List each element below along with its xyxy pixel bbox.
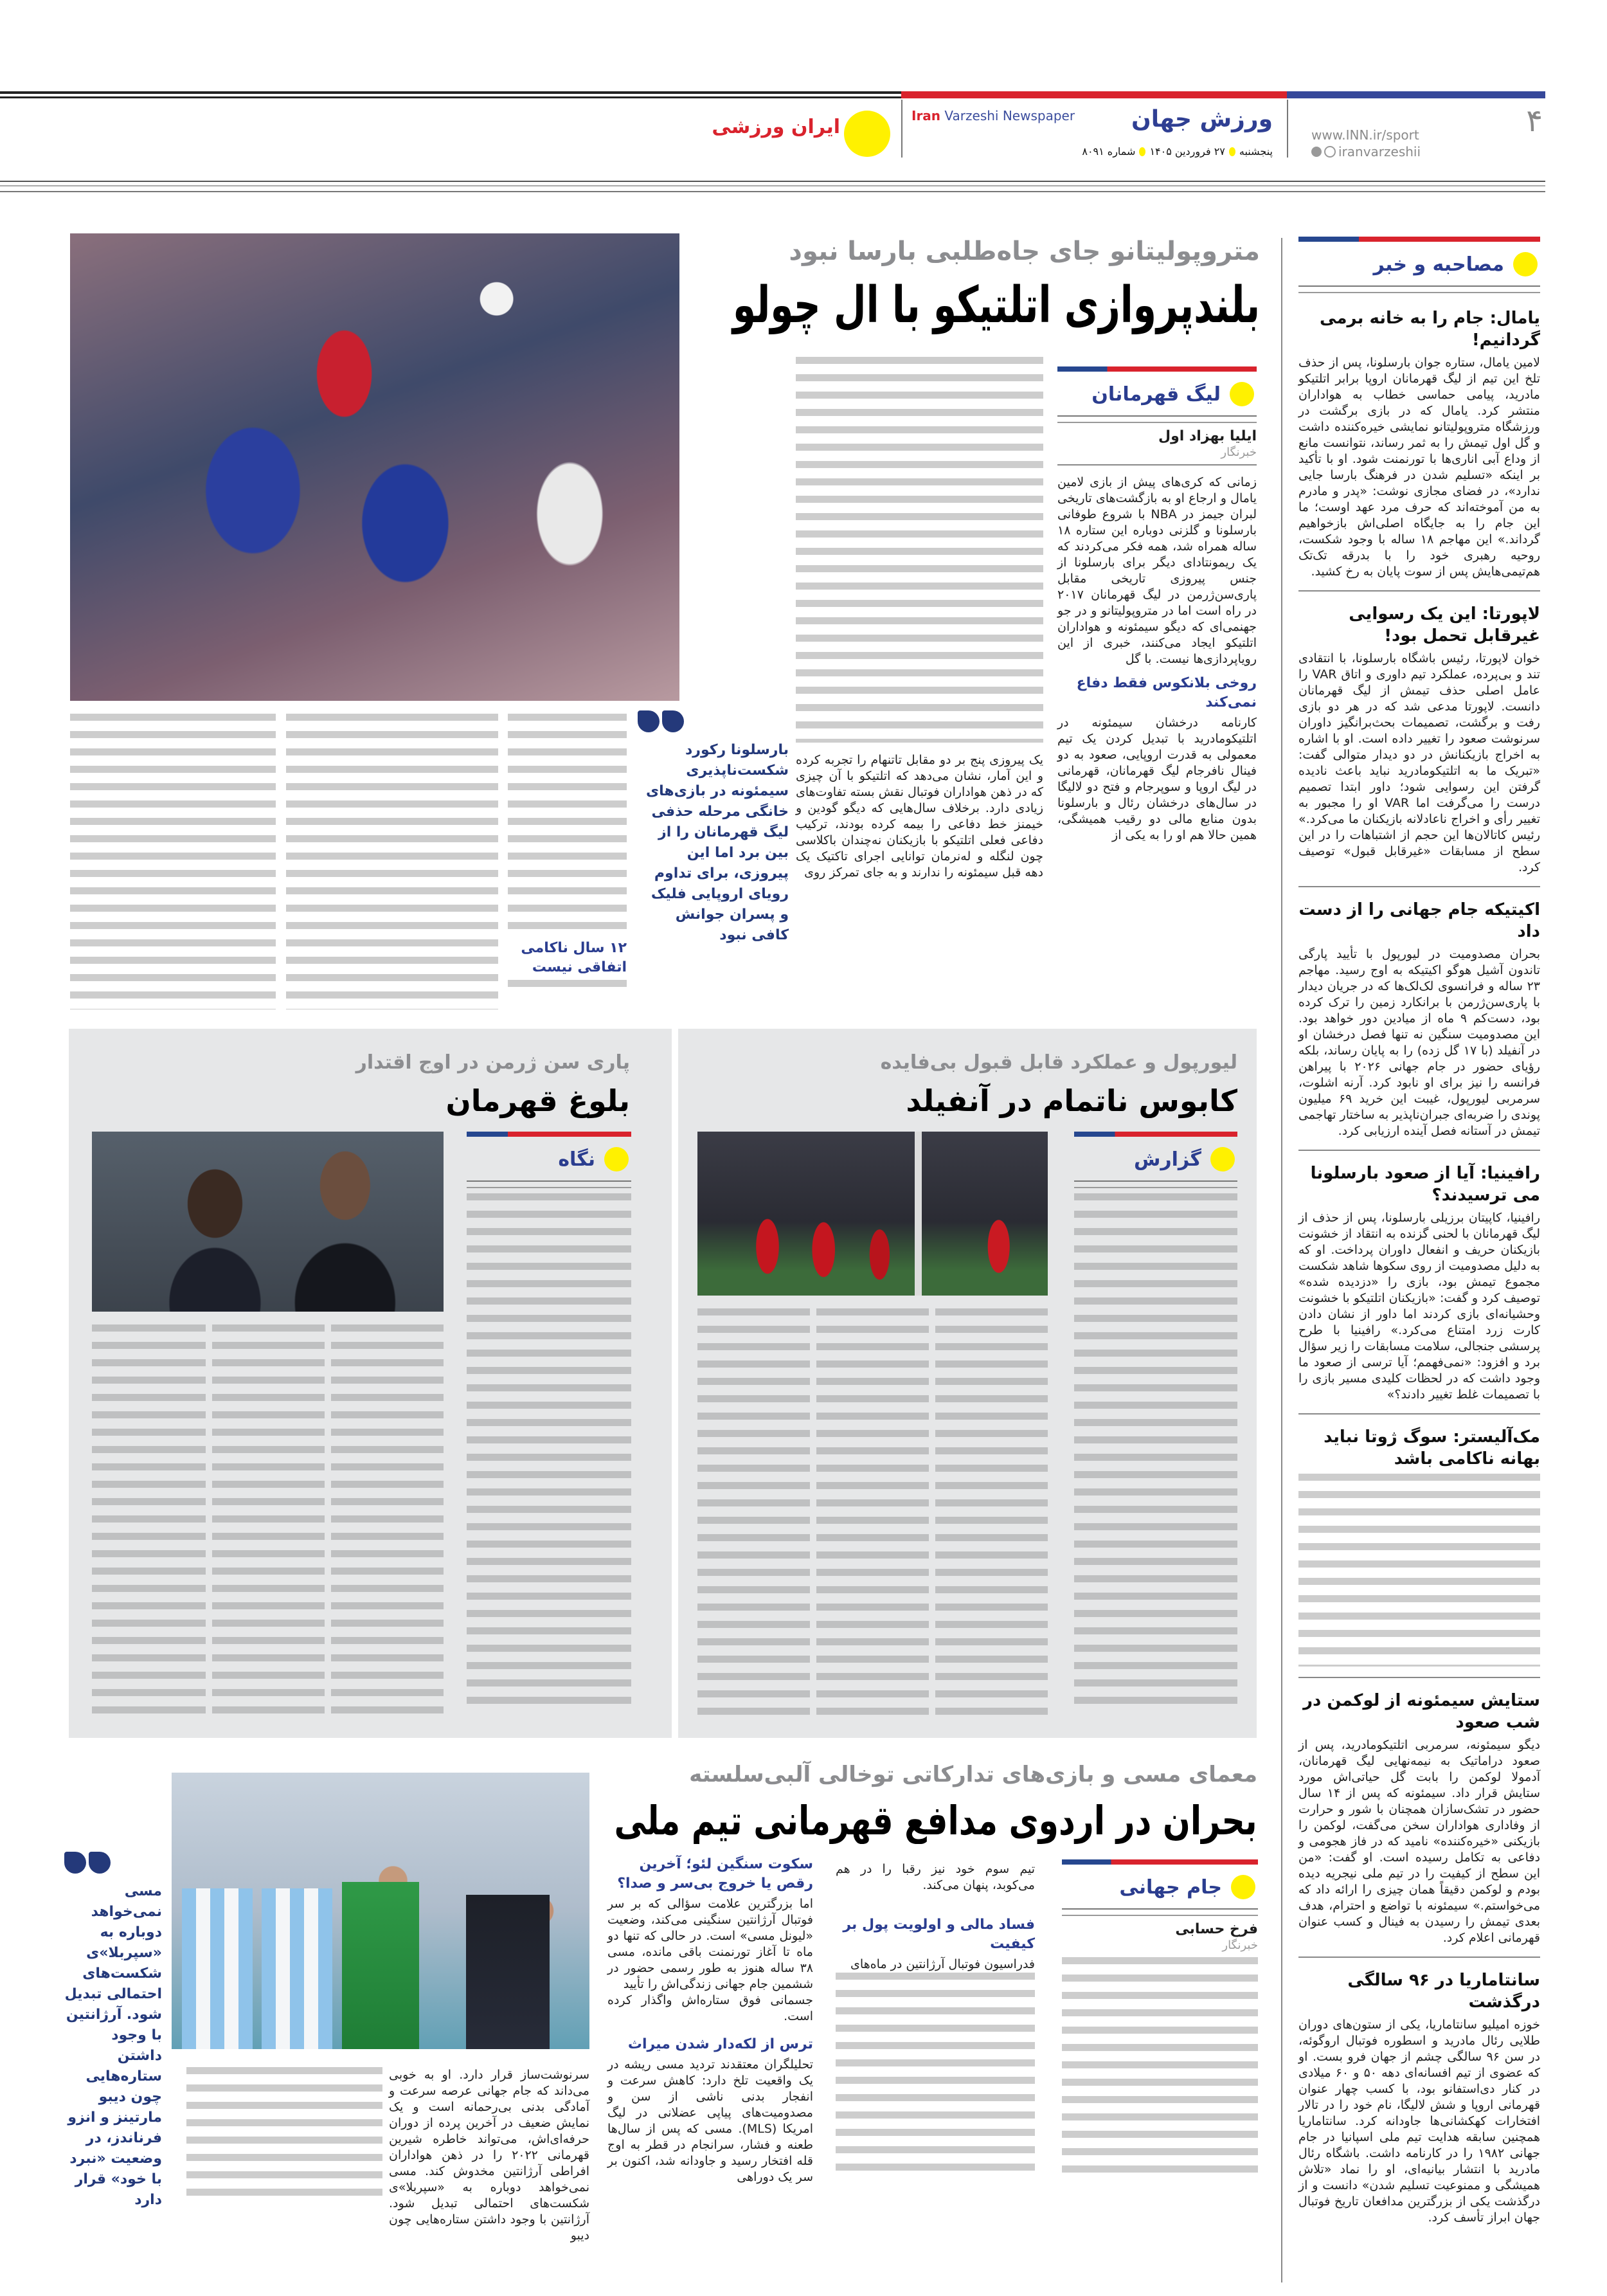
- story-tag: [467, 1137, 631, 1180]
- logo: [712, 103, 890, 174]
- website-url[interactable]: www.INN.ir/sport: [1311, 127, 1419, 143]
- bottom-story-headline: بحران در اردوی مدافع قهرمانی تیم ملی: [614, 1797, 1257, 1844]
- bottom-story-column-3: [607, 1855, 813, 2185]
- story-tag-label: جام جهانی: [1119, 1876, 1222, 1899]
- sidebar-item: [1298, 899, 1540, 1139]
- instagram-icon: [1324, 146, 1336, 158]
- yellow-dot-icon: [1230, 382, 1254, 406]
- liverpool-story-column-1: [1074, 1132, 1237, 1708]
- issue-day: پنجشنبه: [1239, 145, 1273, 158]
- main-story-column-1: [1057, 366, 1257, 844]
- double-rule: [1062, 1908, 1258, 1916]
- text-column: [697, 1308, 810, 1723]
- double-rule: [1298, 285, 1540, 293]
- sidebar-item-title: لاپورتا: این یک رسوایی غیرقابل تحمل بود!: [1349, 604, 1540, 646]
- pullquote-text: بارسلونا رکورد شکست‌ناپذیری سیمئونه در بازی‌های خانگی مرحله حذفی لیگ قهرمانان را از بین برد اما این پیروزی، برای تداوم رویای اروپایی فلیک و پسران جوانش کافی نبود: [645, 742, 789, 943]
- pullquote-text: مسی نمی‌خواهد دوباره به «سپربلا»ی شکست‌های احتمالی تبدیل شود. آرژانتین با وجود داشتن ستاره‌هایی چون دیبو مارتینز و انزو فرناندز، در وضعیت «نبرد با خود» قرار دارد: [64, 1883, 162, 2208]
- sidebar-item-title: رافینیا: آیا از صعود بارسلونا می ترسیدند؟: [1310, 1164, 1540, 1205]
- text-column: [508, 714, 627, 932]
- yellow-dot-icon: [1231, 1875, 1255, 1899]
- subhead-text: فدراسیون فوتبال آرژانتین در ماه‌های: [850, 1957, 1035, 1971]
- bottom-story-subhead: ترس از لکه‌دار شدن میراث: [627, 2036, 813, 2052]
- header-top-rule: [0, 91, 901, 94]
- story-tag-label: نگاه: [558, 1148, 595, 1171]
- main-story-column-2: [796, 752, 1043, 881]
- sidebar-item: [1298, 603, 1540, 876]
- divider: [1298, 1957, 1540, 1958]
- liverpool-story-kicker: لیورپول و عملکرد قابل قبول بی‌فایده: [880, 1051, 1237, 1074]
- sidebar-item-title: اکیتیکه جام جهانی را از دست داد: [1298, 900, 1540, 941]
- sidebar-item-body: بحران مصدومیت در لیورپول با تأیید پارگی تاندون آشیل هوگو اکیتیکه به اوج رسید. مهاجم ۲۳ ساله و فرانسوی لک‌لک‌ها که در جریان دیدار با پاری‌سن‌ژرمن با برانکارد زمین را ترک کرده بود، دست‌کم ۹ ماه از میادین دور خواهد بود. این مصدومیت سنگین نه تنها فصل درخشان او در آنفیلد (با ۱۷ گل زده) را به پایان رساند، بلکه رؤیای حضور در جام جهانی ۲۰۲۶ با پیراهن فرانسه را نیز برای او نابود کرد. آرنه اشلوت، سرمربی لیورپول، غیبت این خرید ۶۹ میلیون پوندی را ضربه‌ای جبران‌ناپذیر به ساختار تهاجمی تیمش در آستانه فصل آینده ارزیابی کرد.: [1298, 947, 1540, 1138]
- sidebar-item: [1298, 307, 1540, 580]
- header-blue-bar: [1287, 91, 1545, 98]
- double-rule: [1074, 1180, 1237, 1188]
- sidebar-item-title: ستایش سیمئونه از لوکمن در شب صعود: [1303, 1691, 1540, 1732]
- section-title: ورزش جهان: [1131, 106, 1273, 132]
- dot-separator-icon: [1229, 147, 1235, 156]
- psg-story-column-1: [467, 1132, 631, 1708]
- sidebar-item-body: رافینیا، کاپیتان برزیلی بارسلونا، پس از حذف از لیگ قهرمانان با لحنی گزنده به انتقاد از خشونت بازیکنان حریف و انفعال داوران پرداخت. او که به دلیل مصدومیت از روی سکوها شاهد شکست مجموع تیمش بود، بازی را «دزدیده شده» توصیف کرد و گفت: «بازیکنان اتلتیکو با خشونت وحشیانه‌ای بازی کردند اما داور از نشان دادن کارت زرد امتناع می‌کرد.» رافینیا با طرح پرسشی جنجالی، سلامت مسابقات را زیر سؤال برد و افزود: «نمی‌فهمم؛ آیا ترسی از صعود ما وجود داشت که در لحظات کلیدی مسیر بازی را با تصمیمات غلط تغییر دادند؟»: [1298, 1211, 1540, 1402]
- author-name: ایلیا بهزاد اول: [1158, 428, 1257, 444]
- text-column: [331, 1324, 444, 1723]
- header-bottom-rule: [0, 181, 1545, 182]
- page-number: ۴: [1526, 103, 1543, 139]
- liverpool-story-photo: [697, 1132, 1048, 1296]
- paper-name-rest: Varzeshi Newspaper: [940, 108, 1075, 123]
- sidebar-section-label: مصاحبه و خبر: [1373, 253, 1504, 276]
- column-text: تیم سوم خود نیز رقبا را در هم می‌کوبد، پنهان می‌کند.: [836, 1862, 1035, 1892]
- logo-yellow-circle: [844, 111, 890, 157]
- column-text: جسمانی فوق ستاره‌اش واگذار کرده است.: [607, 1993, 813, 2023]
- sidebar-item: [1298, 1690, 1540, 1946]
- story-tag: [1062, 1865, 1258, 1908]
- sidebar-divider: [1281, 238, 1282, 2282]
- text-column: [935, 1308, 1048, 1723]
- sidebar-item-body: دیگو سیمئونه، سرمربی اتلتیکومادرید، پس از صعود دراماتیک به نیمه‌نهایی لیگ قهرمانان، آدمولا لوکمن را بابت گل حیاتی‌اش مورد ستایش قرار داد. سیمئونه که پس از ۱۴ سال حضور در تشک‌سازان همچنان با شور و حرارت از وفاداری هواداران سخن می‌گفت، لوکمن را بازیکنی «خیره‌کننده» نامید که در فاز هجومی و دفاعی به تکامل رسیده است. او گفت: «من این سطح از کیفیت را در تیم ملی نیجریه دیده بودم و لوکمن دقیقاً همان چیزی را ارائه داد که می‌خواستم.» سیمئونه با تواضع و احترام، هدف بعدی تیمش را رسیدن به فینال و کسب عنوان قهرمانی اعلام کرد.: [1298, 1738, 1540, 1945]
- header-top-rule: [0, 96, 901, 98]
- bottom-story-column-1: [1062, 1859, 1258, 2176]
- bottom-story-subhead: سکوت سنگین لئو؛ آخرین رقص یا خروج بی‌سر و صدا؟: [617, 1856, 813, 1892]
- text-column: [467, 1193, 631, 1708]
- header-bottom-rule: [0, 185, 1545, 186]
- divider: [1298, 590, 1540, 592]
- double-rule: [1057, 415, 1257, 423]
- yellow-dot-icon: [1210, 1147, 1235, 1171]
- divider: [1298, 886, 1540, 887]
- main-story-photo: [70, 233, 679, 701]
- psg-story-kicker: پاری سن ژرمن در اوج اقتدار: [355, 1051, 630, 1074]
- social-handle-row: [1311, 144, 1421, 159]
- divider: [1298, 1413, 1540, 1415]
- bottom-story-pullquote: [64, 1852, 162, 2210]
- sidebar-item-title: سانتاماریا در ۹۶ سالگی درگذشت: [1347, 1971, 1540, 2012]
- text-column: [92, 1324, 206, 1723]
- author-role: خبرنگار: [1222, 1939, 1258, 1952]
- header-divider: [1287, 100, 1288, 158]
- header-bottom-rule: [0, 191, 1545, 192]
- story-tag-label: لیگ قهرمانان: [1091, 383, 1221, 406]
- bottom-story-photo: [172, 1773, 589, 2049]
- yellow-dot-icon: [604, 1147, 629, 1171]
- sidebar-item: [1298, 1162, 1540, 1403]
- bottom-story-column-2: [836, 1861, 1035, 2178]
- header-divider: [901, 100, 902, 158]
- tag-bar: [467, 1132, 631, 1137]
- psg-story-headline: بلوغ قهرمان: [445, 1083, 630, 1118]
- liverpool-story-headline: کابوس ناتمام در آنفیلد: [906, 1083, 1237, 1118]
- story-tag-label: گزارش: [1133, 1148, 1201, 1171]
- main-story-column-excerpt: یک پیروزی پنج بر دو مقابل تاتنهام را تجربه کرده و این آمار، نشان می‌دهد که اتلتیکو با آن چیزی که در ذهن هواداران فوتبال نقش بسته تفاوت‌های زیادی دارد. برخلاف سال‌هایی که دیگو گودین و خیمنز خط دفاعی را بیمه کرده بودند، ترکیب دفاعی فعلی اتلتیکو با بازیکنان نه‌چندان باکلاسی چون لنگله و له‌نرمان توانایی اجرای تاکتیک یک دهه قبل سیمئونه را ندارند و به جای تمرکز روی: [796, 753, 1043, 880]
- sidebar-tag-bar: [1298, 237, 1540, 242]
- yellow-dot-icon: [1513, 252, 1538, 276]
- author-name: فرخ حسابی: [1175, 1921, 1258, 1937]
- main-story-subhead: ۱۲ سال ناکامی اتفاقی نیست: [521, 940, 627, 975]
- logo-text: ایران ورزشی: [712, 116, 840, 138]
- main-story-kicker: متروپولیتانو جای جاه‌طلبی بارسا نبود: [789, 237, 1260, 266]
- sidebar-item-body: خوان لاپورتا، رئیس باشگاه بارسلونا، با انتقادی تند و بی‌پرده، عملکرد تیم داوری و اتاق VAR را عامل اصلی حذف تیمش از لیگ قهرمانان دانست. لاپورتا مدعی شد که در هر دو بازی رفت و برگشت، تصمیمات بحث‌برانگیز داوران سرنوشت صعود را تغییر داده است. او با اشاره به اخراج بازیکنانش در دو دیدار متوالی گفت: «تبریک ما به اتلتیکومادرید نباید باعث نادیده گرفتن این رسوایی شود؛ داور ابتدا تصمیم درست را می‌گرفت اما VAR او را مجبور به تغییر رأی و اخراج ناعادلانه بازیکنان ما می‌کرد.» رئیس کاتالان‌ها این حجم از اشتباهات را در این سطح از مسابقات «غیرقابل قبول» توصیف کرد.: [1298, 651, 1540, 874]
- date-line: [1082, 145, 1273, 158]
- bottom-story-kicker: معمای مسی و بازی‌های تدارکاتی توخالی آلبی‌سلسته: [689, 1762, 1257, 1787]
- sidebar-section-tag: [1298, 242, 1540, 285]
- main-story-lead: زمانی که کری‌های پیش از بازی لامین یامال و ارجاع او به بازگشت‌های تاریخی لبران جیمز در NBA با شروع طوفانی بارسلونا و گلزنی دوباره این ستاره ۱۸ ساله همراه شد، همه فکر می‌کردند که یک ریمونتادای دیگر برای بارسلونا از جنس پیروزی تاریخی مقابل پاری‌سن‌ژرمن در لیگ قهرمانان ۲۰۱۷ در راه است اما در متروپولیتانو و در جو جهنمی‌ای که دیگو سیمئونه و هواداران اتلتیکو ایجاد می‌کنند، خبری از این رویاپردازی‌ها نیست. با گل: [1057, 475, 1257, 666]
- text-column: [70, 714, 276, 1009]
- quote-icon: [638, 710, 789, 732]
- sidebar-item: [1298, 1426, 1540, 1667]
- telegram-icon: [1311, 147, 1322, 157]
- sidebar-item-body: خوزه امیلیو سانتاماریا، یکی از ستون‌های دوران طلایی رئال مادرید و اسطوره فوتبال اروگوئه، در سن ۹۶ سالگی چشم از جهان فرو بست. او که عضوی از تیم افسانه‌ای دهه ۵۰ و ۶۰ میلادی در کنار دی‌استفانو بود، با کسب چهار عنوان قهرمانی اروپا و شش لالیگا، نام خود را در تالار افتخارات کهکشانی‌ها جاودانه کرد. سانتاماریا همچنین سابقه هدایت تیم ملی اسپانیا در جام جهانی ۱۹۸۲ را در کارنامه داشت. باشگاه رئال مادرید با انتشار بیانیه‌ای، او را نماد «تلاش همیشگی و ممنوعیت تسلیم شدن» دانست و از درگذشت یکی از بزرگترین مدافعان تاریخ فوتبال جهان ابراز تأسف کرد.: [1298, 2018, 1541, 2225]
- subhead-text: اما بزرگترین علامت سؤالی که بر سر فوتبال آرژانتین سنگینی می‌کند، وضعیت «لیونل مسی» است. در حالی که تنها دو ماه تا آغاز تورنمنت باقی مانده، مسی ۳۸ ساله هنوز به طور رسمی حضور در ششمین جام جهانی زندگی‌اش را تأیید: [607, 1897, 813, 1991]
- column-text: سرنوشت‌ساز قرار دارد. او به خوبی می‌داند که جام جهانی عرصه سرعت و آمادگی بدنی بی‌رحمانه است و یک نمایش ضعیف در آخرین پرده از دوران حرفه‌ای‌اش، می‌تواند خاطره شیرین قهرمانی ۲۰۲۲ را در ذهن هواداران افراطی آرژانتین مخدوش کند. مسی نمی‌خواهد دوباره به «سپربلا»ی شکست‌های احتمالی تبدیل شود. آرژانتین با وجود داشتن ستاره‌هایی چون دیبو: [389, 2068, 589, 2243]
- story-tag: [1057, 372, 1257, 415]
- text-column: [836, 1973, 1035, 2178]
- dot-separator-icon: [1139, 147, 1145, 156]
- tag-bar: [1062, 1859, 1258, 1865]
- main-story-subhead: روخی بلانکوس فقط دفاع نمی‌کند: [1076, 675, 1257, 710]
- divider: [1057, 464, 1257, 466]
- tag-bar: [1074, 1132, 1237, 1137]
- quote-icon: [64, 1852, 162, 1874]
- psg-story-photo: [92, 1132, 444, 1312]
- issue-number: شماره ۸۰۹۱: [1082, 145, 1136, 158]
- paper-brand: Iran: [911, 108, 941, 123]
- text-column: [186, 2067, 382, 2199]
- bottom-story-column-4: [389, 2067, 589, 2244]
- text-column: [1074, 1193, 1237, 1708]
- text-column: [212, 1324, 325, 1723]
- bottom-story-subhead: فساد مالی و اولویت پول بر کیفیت: [843, 1917, 1035, 1952]
- sidebar-item-body: لامین یامال، ستاره جوان بارسلونا، پس از حذف تلخ این تیم از لیگ قهرمانان اروپا برابر اتلتیکو مادرید، پیامی حماسی خطاب به هواداران منتشر کرد. یامال که در بازی برگشت در ورزشگاه متروپولیتانو نمایشی خیره‌کننده داشت و گل اول تیمش را به ثمر رساند، نتوانست مانع از وداع آبی اناری‌ها با تورنمنت شود. او با تأکید بر اینکه «تسلیم شدن در فرهنگ بارسا جایی ندارد»، در فضای مجازی نوشت: «پدر و مادرم به من آموخته‌اند که حرف مرد عهد اوست؛ ما این جام را به جایگاه اصلی‌اش بازخواهیم گرداند.» این مهاجم ۱۸ ساله با وجود شکست، روحیه رهبری خود را با بدرقه تک‌تک هم‌تیمی‌هایش پس از سوت پایان به رخ کشید.: [1298, 356, 1540, 579]
- header-red-bar: [901, 91, 1287, 98]
- paper-name-english: [911, 108, 1075, 123]
- sidebar-item-body: [1298, 1474, 1540, 1667]
- text-column: [796, 357, 1043, 743]
- text-column: [286, 714, 498, 1009]
- main-story-subhead-text: کارنامه درخشان سیمئونه در اتلتیکومادرید با تبدیل کردن یک تیم معمولی به قدرت اروپایی، صعود به دو فینال نافرجام لیگ قهرمانان، قهرمانی در لیگ اروپا و سوپرجام و فتح دو لالیگا در سال‌های درخشان رئال و بارسلونا بدون منابع مالی دو رقیب همیشگی، همین حالا هم او را به یکی از: [1057, 716, 1257, 842]
- sidebar: [1298, 237, 1540, 2226]
- divider: [1298, 1677, 1540, 1678]
- social-handle[interactable]: iranvarzeshii: [1338, 144, 1421, 159]
- tag-bar: [1057, 366, 1257, 372]
- main-story-column-3: [508, 714, 627, 997]
- issue-date: ۲۷ فروردین ۱۴۰۵: [1149, 145, 1225, 158]
- subhead-text: تحلیلگران معتقدند تردید مسی ریشه در یک واقعیت تلخ دارد: کاهش سرعت و انفجار بدنی ناشی از سن و مصدومیت‌های پیاپی عضلانی در لیگ امریکا (MLS). مسی که پس از سال‌ها طعنه و فشار، سرانجام در قطر به اوج قله افتخار رسید و جاودانه شد، اکنون بر سر یک دوراهی: [607, 2057, 813, 2184]
- text-column: [816, 1308, 929, 1723]
- text-column: [1062, 1957, 1258, 2176]
- sidebar-item: [1298, 1969, 1540, 2226]
- sidebar-item-title: یامال: جام را به خانه برمی گردانیم!: [1320, 309, 1540, 350]
- author-role: خبرنگار: [1221, 446, 1257, 459]
- main-story-headline: بلندپروازی اتلتیکو با ال چولو: [732, 276, 1260, 334]
- main-story-pullquote: [638, 710, 789, 946]
- text-column: [508, 980, 627, 997]
- divider: [1298, 1150, 1540, 1151]
- sidebar-item-title: مک‌آلیستر: سوگ ژوتا نباید بهانه ناکامی باشد: [1324, 1427, 1540, 1469]
- story-tag: [1074, 1137, 1237, 1180]
- double-rule: [467, 1180, 631, 1188]
